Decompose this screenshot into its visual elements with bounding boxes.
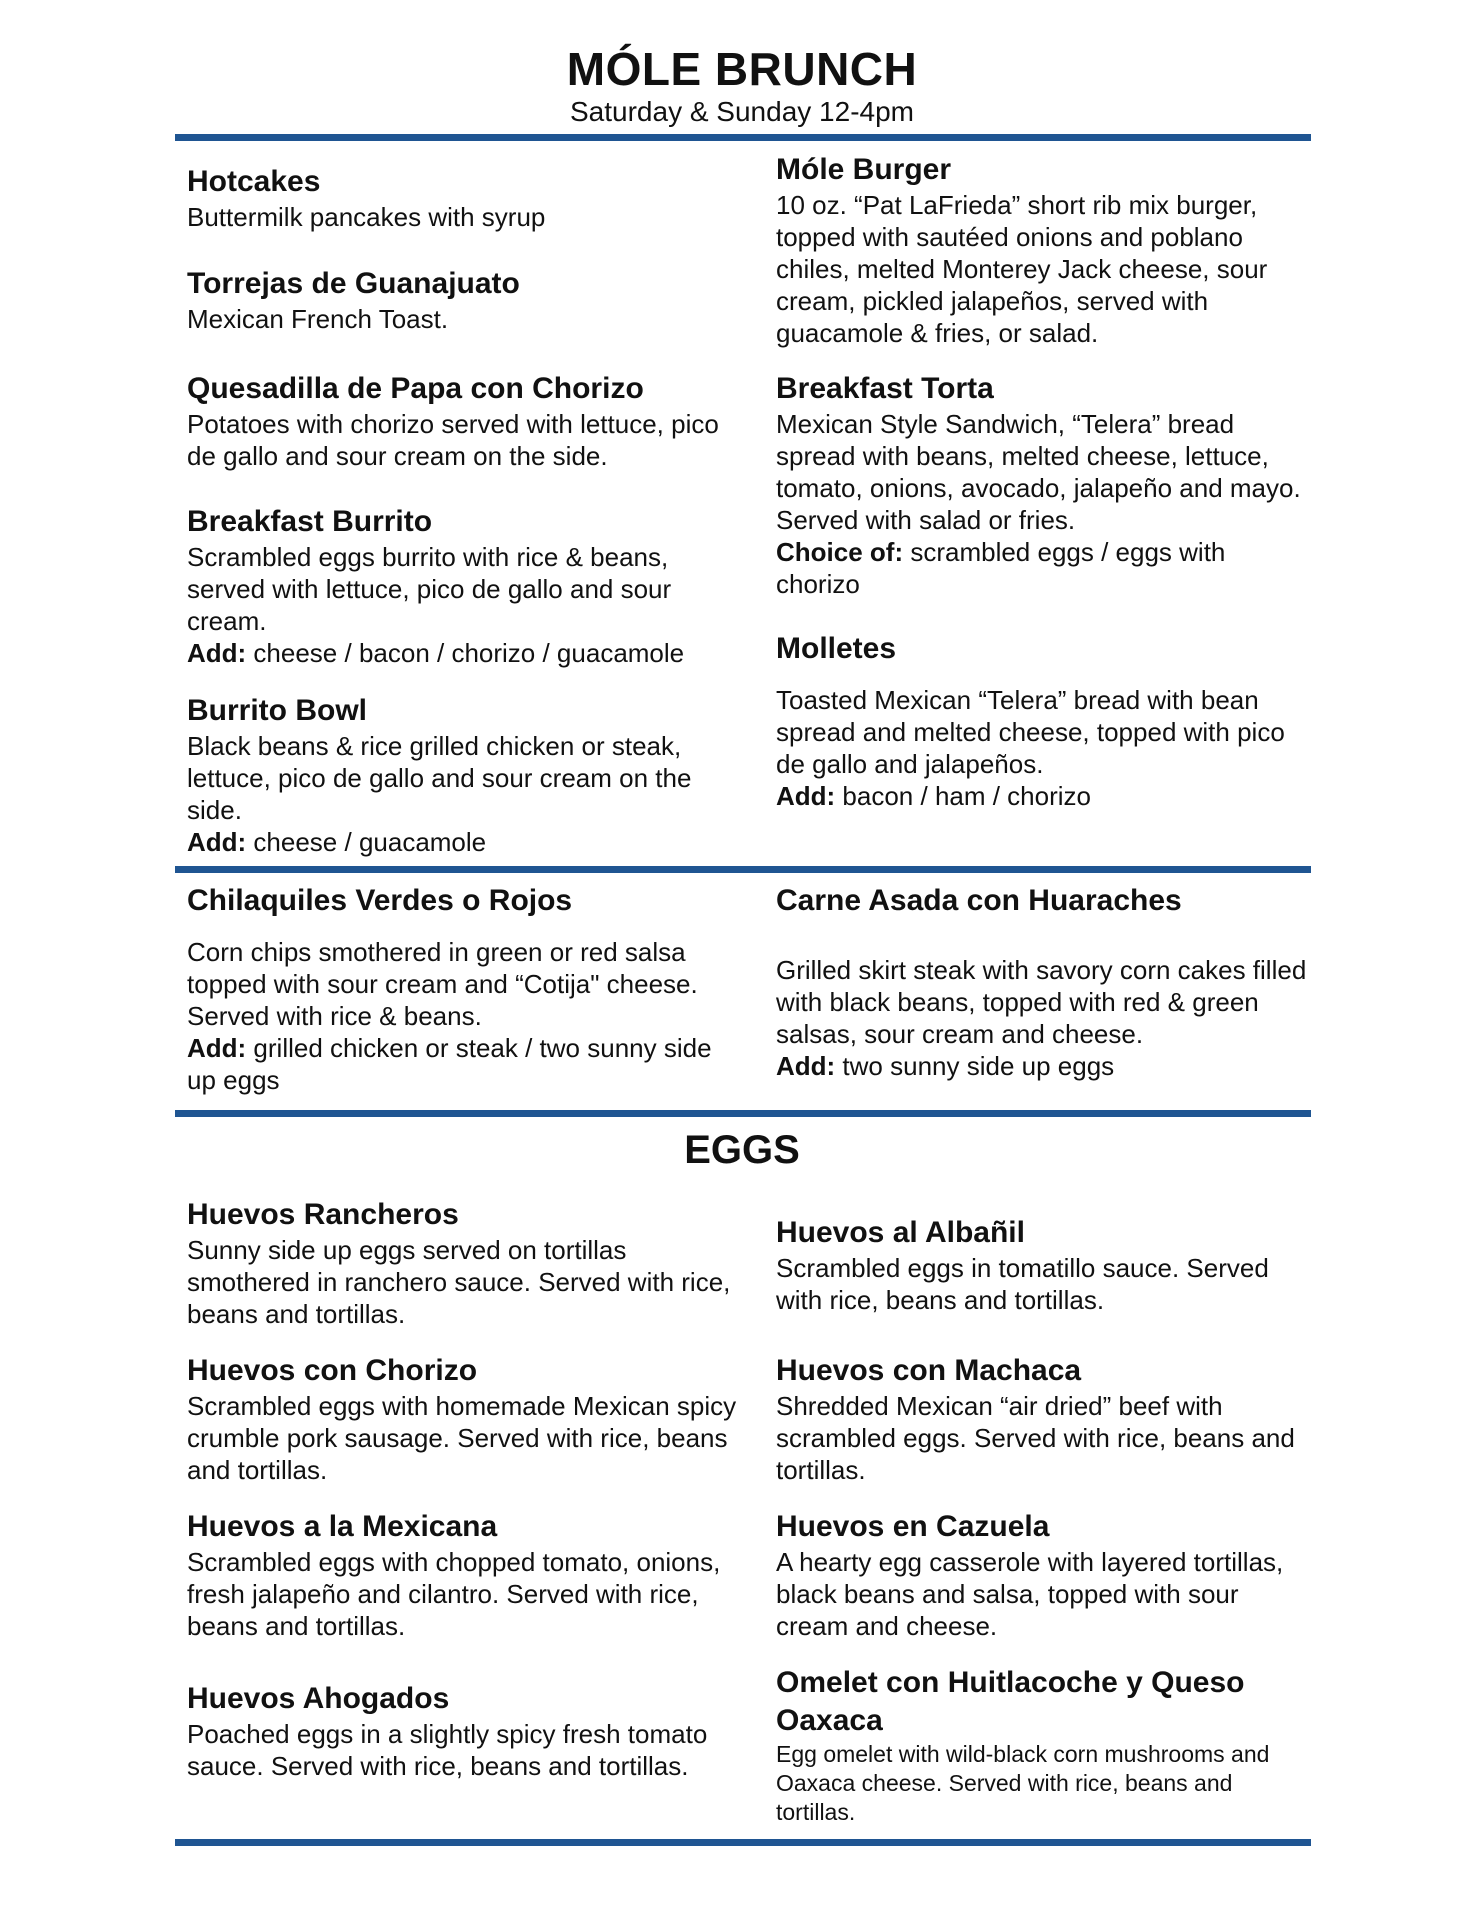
menu-item-burrito-bowl bbox=[187, 692, 747, 858]
addons-label: Add: bbox=[187, 638, 247, 668]
item-desc: Scrambled eggs in tomatillo sauce. Served with rice, beans and tortillas. bbox=[776, 1253, 1269, 1315]
item-name: Huevos Rancheros bbox=[187, 1198, 459, 1231]
item-name: Móle Burger bbox=[776, 153, 952, 186]
item-desc: Scrambled eggs with homemade Mexican spicy crumble pork sausage. Served with rice, beans and tortillas. bbox=[187, 1391, 737, 1485]
item-name: Huevos en Cazuela bbox=[776, 1510, 1050, 1543]
addons-label: Add: bbox=[187, 1033, 247, 1063]
menu-item-huevos-chorizo bbox=[187, 1352, 747, 1486]
item-name: Carne Asada con Huaraches bbox=[776, 884, 1182, 917]
item-desc: Mexican French Toast. bbox=[187, 304, 449, 334]
menu-item-torrejas bbox=[187, 265, 747, 335]
menu-item-hotcakes bbox=[187, 163, 747, 233]
item-desc: Corn chips smothered in green or red salsa topped with sour cream and “Cotija" cheese. Served with rice & beans. bbox=[187, 937, 698, 1031]
item-desc: Egg omelet with wild-black corn mushrooms and Oaxaca cheese. Served with rice, beans and tortillas. bbox=[776, 1741, 1270, 1825]
addons-text: cheese / bacon / chorizo / guacamole bbox=[246, 638, 685, 668]
item-desc: Shredded Mexican “air dried” beef with scrambled eggs. Served with rice, beans and tortillas. bbox=[776, 1391, 1295, 1485]
item-name: Huevos con Machaca bbox=[776, 1354, 1082, 1387]
page-title: MÓLE BRUNCH bbox=[566, 43, 918, 95]
addons-text: grilled chicken or steak / two sunny side up eggs bbox=[187, 1033, 712, 1095]
menu-item-molletes bbox=[776, 630, 1316, 812]
item-addons bbox=[187, 1032, 747, 1096]
section-heading-eggs: EGGS bbox=[684, 1128, 800, 1172]
item-desc: Grilled skirt steak with savory corn cakes filled with black beans, topped with red & green salsas, sour cream and cheese. bbox=[776, 955, 1307, 1049]
item-desc: Toasted Mexican “Telera” bread with bean spread and melted cheese, topped with pico de gallo and jalapeños. bbox=[776, 685, 1285, 779]
menu-item-huevos-mexicana bbox=[187, 1508, 747, 1642]
item-name: Huevos al Albañil bbox=[776, 1216, 1025, 1249]
item-name: Molletes bbox=[776, 632, 897, 665]
menu-item-huevos-ahogados bbox=[187, 1680, 747, 1782]
item-desc: A hearty egg casserole with layered tortillas, black beans and salsa, topped with sour cream and cheese. bbox=[776, 1547, 1284, 1641]
addons-text: two sunny side up eggs bbox=[835, 1051, 1115, 1081]
item-desc: Sunny side up eggs served on tortillas smothered in ranchero sauce. Served with rice, beans and tortillas. bbox=[187, 1235, 731, 1329]
item-addons bbox=[187, 826, 747, 858]
item-desc: Scrambled eggs burrito with rice & beans, served with lettuce, pico de gallo and sour cream. bbox=[187, 542, 672, 636]
divider bbox=[175, 134, 1311, 141]
item-name: Hotcakes bbox=[187, 165, 321, 198]
addons-label: Add: bbox=[187, 827, 247, 857]
item-name: Breakfast Torta bbox=[776, 372, 994, 405]
item-desc: Poached eggs in a slightly spicy fresh tomato sauce. Served with rice, beans and tortillas. bbox=[187, 1719, 708, 1781]
item-desc: Mexican Style Sandwich, “Telera” bread spread with beans, melted cheese, lettuce, tomato, onions, avocado, jalapeño and mayo. Served with salad or fries. bbox=[776, 409, 1301, 535]
item-addons bbox=[776, 780, 1316, 812]
item-name: Huevos con Chorizo bbox=[187, 1354, 478, 1387]
item-desc: Scrambled eggs with chopped tomato, onions, fresh jalapeño and cilantro. Served with rice, beans and tortillas. bbox=[187, 1547, 721, 1641]
divider bbox=[175, 866, 1311, 873]
item-addons bbox=[776, 536, 1316, 600]
page-subtitle: Saturday & Sunday 12-4pm bbox=[570, 96, 914, 127]
menu-item-breakfast-torta bbox=[776, 370, 1316, 600]
addons-text: scrambled eggs / eggs with chorizo bbox=[776, 537, 1226, 599]
menu-item-huevos-cazuela bbox=[776, 1508, 1316, 1642]
item-name: Omelet con Huitlacoche y Queso Oaxaca bbox=[776, 1666, 1245, 1737]
menu-item-chilaquiles bbox=[187, 882, 747, 1096]
menu-item-breakfast-burrito bbox=[187, 503, 747, 669]
item-desc: Buttermilk pancakes with syrup bbox=[187, 202, 546, 232]
item-addons bbox=[187, 637, 747, 669]
addons-label: Add: bbox=[776, 1051, 836, 1081]
item-name: Huevos a la Mexicana bbox=[187, 1510, 498, 1543]
menu-item-huevos-rancheros bbox=[187, 1196, 747, 1330]
item-desc: Potatoes with chorizo served with lettuce, pico de gallo and sour cream on the side. bbox=[187, 409, 719, 471]
menu-item-omelet-huitlacoche bbox=[776, 1664, 1316, 1827]
addons-text: bacon / ham / chorizo bbox=[835, 781, 1092, 811]
addons-text: cheese / guacamole bbox=[246, 827, 487, 857]
menu-item-mole-burger bbox=[776, 151, 1316, 349]
divider bbox=[175, 1110, 1311, 1117]
item-addons bbox=[776, 1050, 1316, 1082]
item-desc: Black beans & rice grilled chicken or steak, lettuce, pico de gallo and sour cream on the side. bbox=[187, 731, 692, 825]
item-name: Torrejas de Guanajuato bbox=[187, 267, 520, 300]
menu-item-huevos-machaca bbox=[776, 1352, 1316, 1486]
divider bbox=[175, 1839, 1311, 1846]
item-name: Huevos Ahogados bbox=[187, 1682, 450, 1715]
item-name: Burrito Bowl bbox=[187, 694, 367, 727]
item-name: Chilaquiles Verdes o Rojos bbox=[187, 884, 573, 917]
menu-item-carne-asada bbox=[776, 882, 1316, 1082]
addons-label: Choice of: bbox=[776, 537, 904, 567]
addons-label: Add: bbox=[776, 781, 836, 811]
item-desc: 10 oz. “Pat LaFrieda” short rib mix burger, topped with sautéed onions and poblano chiles, melted Monterey Jack cheese, sour cream, pickled jalapeños, served with guacamole & fries, or salad. bbox=[776, 190, 1268, 348]
menu-item-quesadilla bbox=[187, 370, 747, 472]
menu-item-huevos-albanil bbox=[776, 1214, 1316, 1316]
item-name: Breakfast Burrito bbox=[187, 505, 433, 538]
item-name: Quesadilla de Papa con Chorizo bbox=[187, 372, 644, 405]
